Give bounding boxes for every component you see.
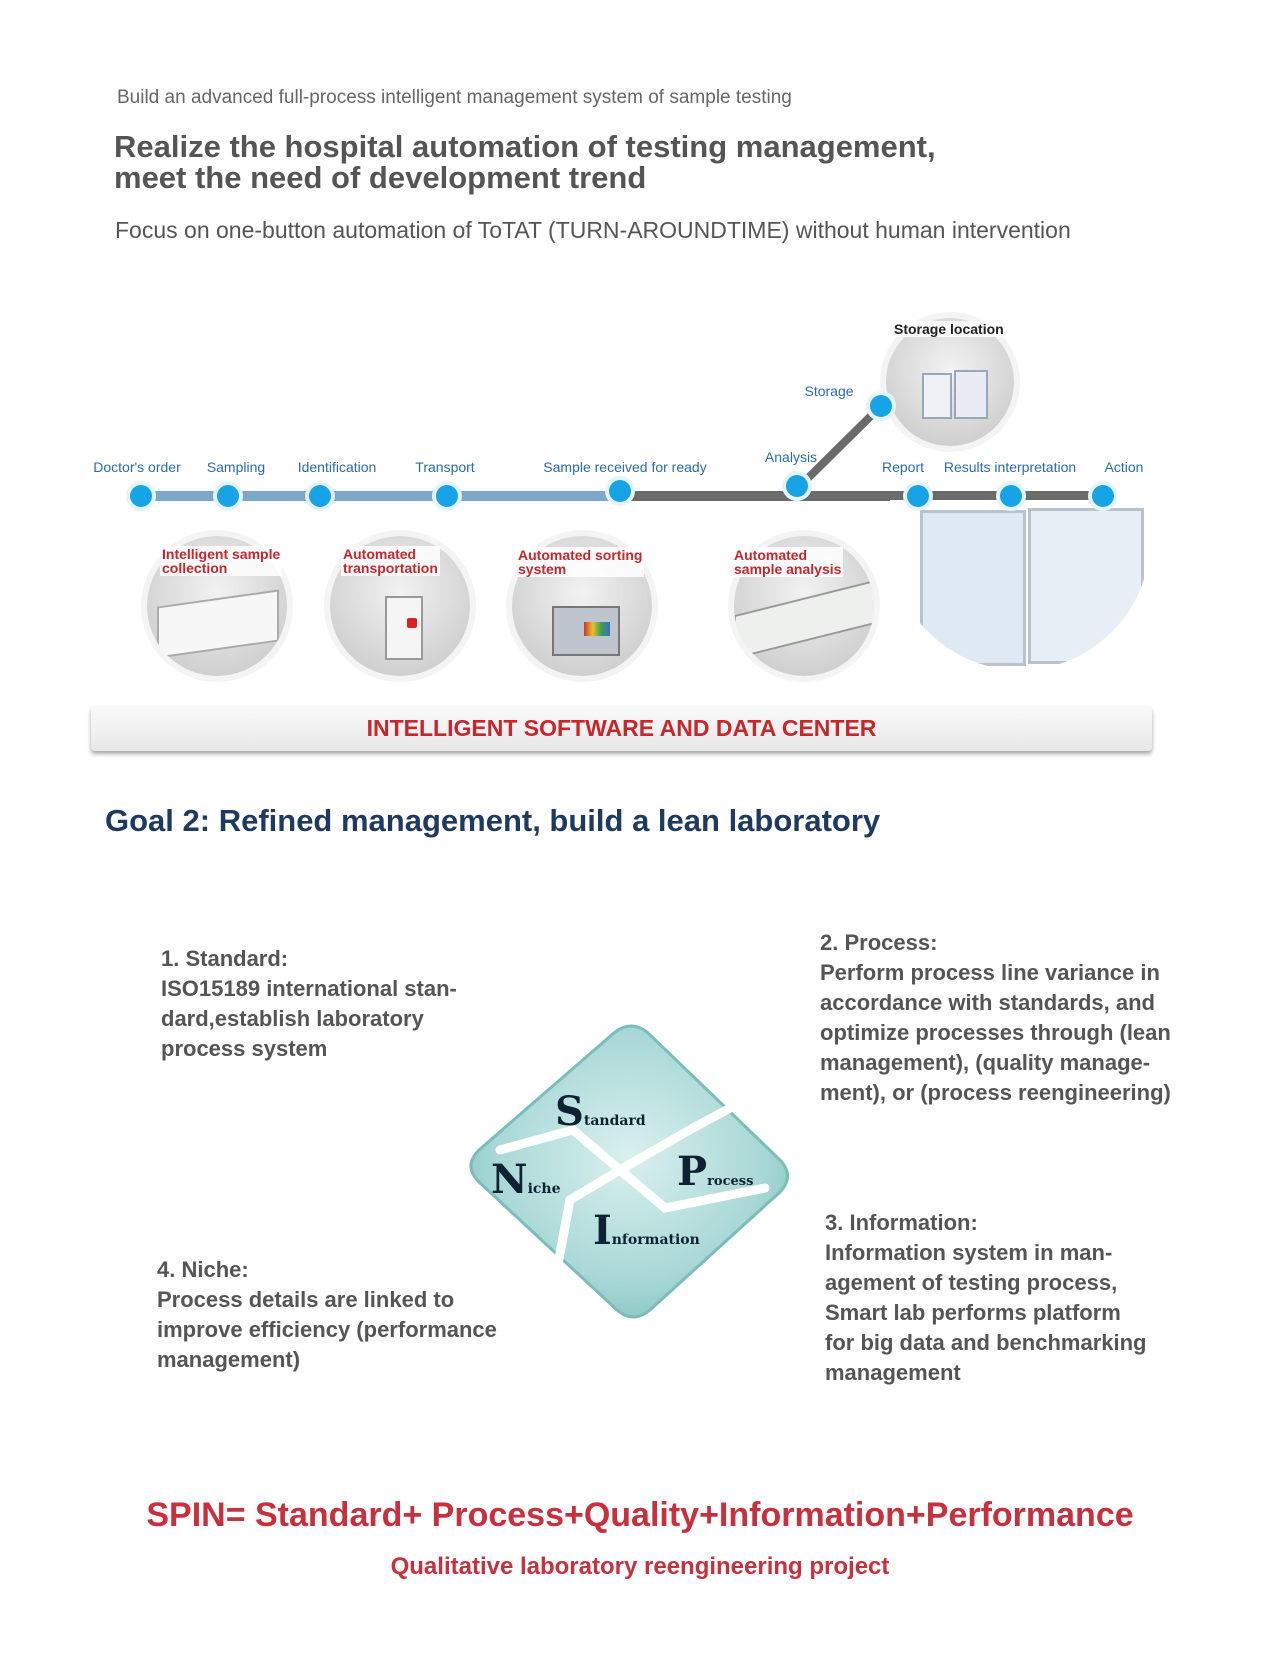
stage-label-action: Action [1104, 459, 1144, 475]
stage-label-analysis: Analysis [764, 449, 818, 465]
spin-niche: Niche [491, 1156, 561, 1203]
node-storage [870, 395, 892, 417]
headline-line-1: Realize the hospital automation of testing management, [114, 129, 936, 164]
stage-label-storage: Storage [804, 383, 854, 399]
node-identification [309, 485, 331, 507]
spin-formula: SPIN= Standard+ Process+Quality+Information+Performance [146, 1496, 1134, 1534]
monitor-left-icon [920, 510, 1026, 666]
headline [114, 131, 936, 193]
storage-location-circle [886, 318, 1014, 446]
sorting-racks-icon [584, 622, 610, 636]
spin-subtitle: Qualitative laboratory reengineering project [390, 1553, 890, 1580]
stage-label-transport: Transport [415, 459, 475, 475]
node-sample-received [609, 480, 631, 502]
transport-station-icon [385, 596, 423, 660]
spin-letter-i: I [593, 1207, 612, 1254]
track-branch-storage [800, 406, 881, 486]
software-monitor-image [890, 500, 1150, 670]
node-sampling [217, 485, 239, 507]
goal2-title: Goal 2: Refined management, build a lean laboratory [105, 803, 881, 838]
node-transport [436, 485, 458, 507]
analysis-line-icon [734, 577, 874, 659]
equipment-label-collection: Intelligent sample collection [162, 546, 281, 576]
node-report [907, 485, 929, 507]
transport-indicator-icon [407, 618, 417, 628]
node-analysis [786, 475, 808, 497]
node-results-interpretation [1000, 485, 1022, 507]
point-niche: 4. Niche: Process details are linked to improve efficiency (performance management) [157, 1257, 497, 1372]
spin-information: Information [593, 1207, 700, 1254]
equipment-label-analysis: Automated sample analysis [734, 547, 842, 577]
headline-line-2: meet the need of development trend [114, 160, 647, 195]
spin-letter-s: S [555, 1088, 584, 1135]
spin-diagram [455, 1010, 800, 1325]
stage-label-results-interpretation: Results interpretation [943, 459, 1077, 475]
stage-label-sampling: Sampling [206, 459, 266, 475]
spin-standard: Standard [555, 1088, 646, 1135]
stage-label-doctors-order: Doctor's order [93, 459, 181, 475]
collection-station-icon [157, 589, 279, 658]
data-center-bar: INTELLIGENT SOFTWARE AND DATA CENTER [91, 706, 1152, 751]
focus-statement: Focus on one-button automation of ToTAT (TURN-AROUNDTIME) without human intervention [115, 217, 1071, 243]
storage-location-label: Storage location [894, 321, 1004, 337]
spin-letter-p: P [677, 1148, 708, 1195]
stage-label-identification: Identification [297, 459, 377, 475]
equipment-label-transportation: Automated transportation [343, 546, 438, 576]
freezer-icon [922, 373, 952, 419]
stage-label-report: Report [881, 459, 925, 475]
stage-label-sample-received: Sample received for ready [543, 459, 707, 475]
spin-process: Process [677, 1148, 754, 1195]
workflow-diagram [0, 300, 1280, 760]
node-doctors-order [130, 485, 152, 507]
point-standard: 1. Standard: ISO15189 international stan- dard,establish laboratory process system [161, 946, 457, 1061]
subheading: Build an advanced full-process intelligent management system of sample testing [117, 87, 792, 108]
node-action [1092, 485, 1114, 507]
equipment-label-sorting: Automated sorting system [518, 547, 643, 577]
monitor-right-icon [1028, 508, 1144, 664]
freezer-open-icon [954, 370, 988, 419]
spin-letter-n: N [491, 1156, 528, 1203]
point-information: 3. Information: Information system in man- agement of testing process, Smart lab performs platform for big data and benchmarking management [825, 1210, 1147, 1385]
point-process: 2. Process: Perform process line variance in accordance with standards, and optimize processes through (lean management), (quality manage- ment), or (process reengineering) [820, 930, 1171, 1105]
